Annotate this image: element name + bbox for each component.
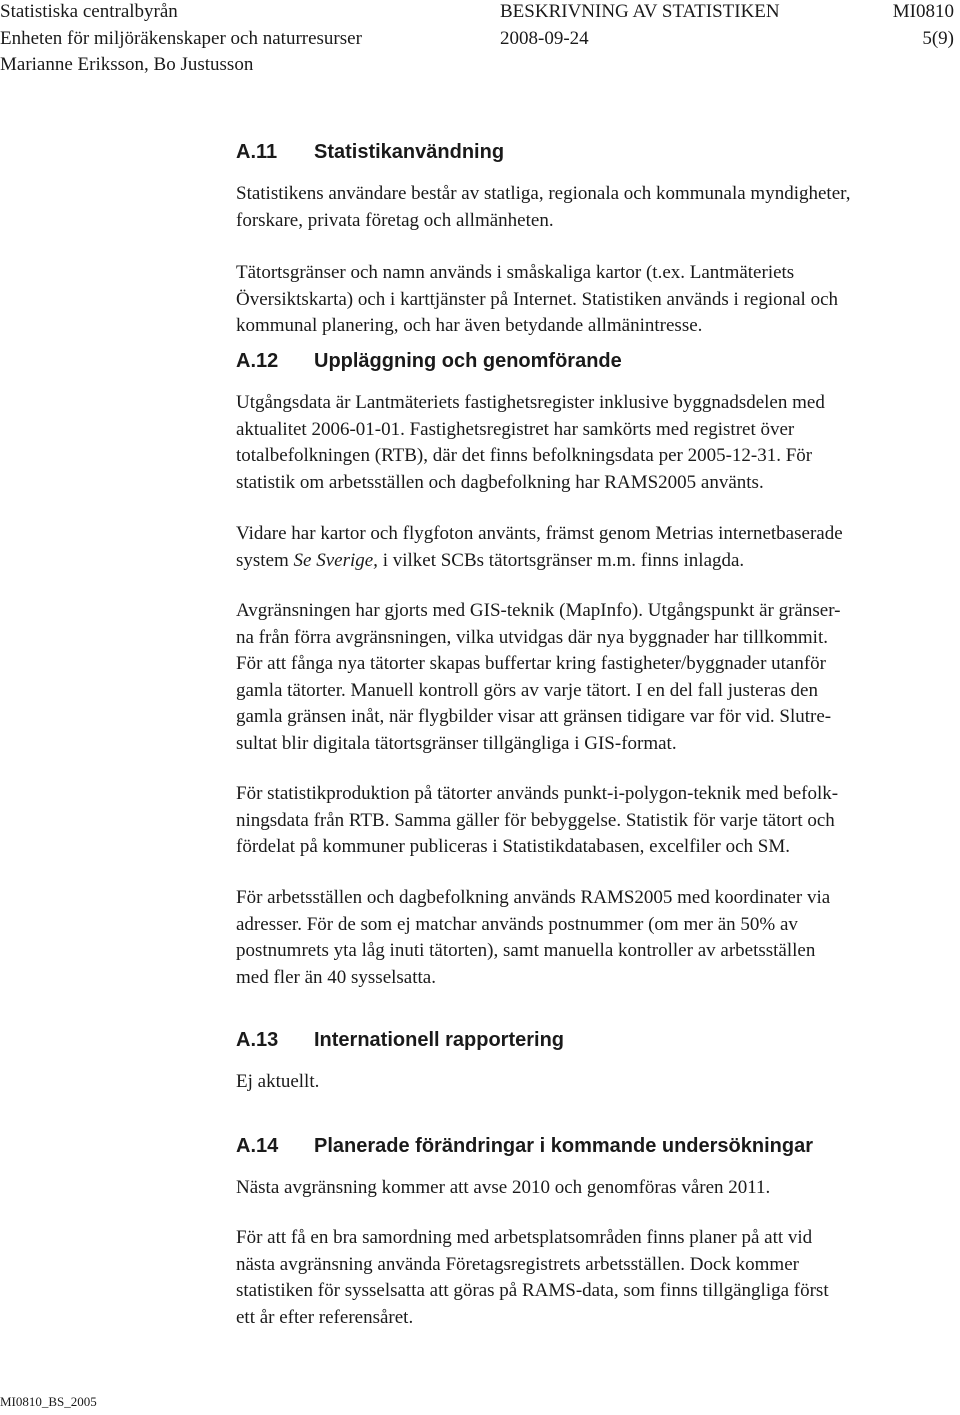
paragraph [236, 885, 926, 991]
header-org: Statistiska centralbyrån [0, 1, 178, 22]
text-line: Avgränsningen har gjorts med GIS-teknik (MapInfo). Utgångspunkt är gränser- [236, 600, 841, 621]
text-line: statistik om arbetsställen och dagbefolkning har RAMS2005 använts. [236, 471, 764, 493]
section-number: A.12 [236, 350, 279, 372]
text-line: gamla tätorter. Manuell kontroll görs av varje tätort. I en del fall justeras den [236, 679, 818, 701]
text-line: Vidare har kartor och flygfoton använts, främst genom Metrias internetbaserade [236, 523, 843, 544]
text-line: Nästa avgränsning kommer att avse 2010 och genomföras våren 2011. [236, 1177, 771, 1198]
text-line: nästa avgränsning använda Företagsregistrets arbetsställen. Dock kommer [236, 1253, 799, 1275]
text-line: För arbetsställen och dagbefolkning används RAMS2005 med koordinater via [236, 887, 831, 908]
header-doc-id: MI0810 [892, 1, 954, 22]
section-title: Statistikanvändning [314, 141, 505, 163]
text-segment: i vilket SCBs tätortsgränser m.m. finns inlagda. [377, 549, 745, 571]
text-line: totalbefolkningen (RTB), där det finns befolkningsdata per 2005-12-31. För [236, 445, 813, 466]
text-line: sultat blir digitala tätortsgränser tillgängliga i GIS-format. [236, 732, 677, 754]
text-line: forskare, privata företag och allmänheten. [236, 209, 554, 231]
emphasis-text: Se Sverige, [293, 549, 378, 571]
text-line: För att få en bra samordning med arbetsplatsområden finns planer på att vid [236, 1227, 813, 1248]
text-line: ningsdata från RTB. Samma gäller för bebyggelse. Statistik för varje tätort och [236, 809, 835, 831]
section-title: Planerade förändringar i kommande undersökningar [314, 1135, 814, 1157]
text-line: För att fånga nya tätorter skapas buffertar kring fastigheter/byggnader utanför [236, 653, 827, 674]
text-line: aktualitet 2006-01-01. Fastighetsregistret har samkörts med registret över [236, 418, 795, 440]
header-authors: Marianne Eriksson, Bo Justusson [0, 54, 254, 75]
paragraph [236, 1175, 926, 1202]
text-line: Utgångsdata är Lantmäteriets fastighetsregister inklusive byggnadsdelen med [236, 392, 825, 413]
text-line: Statistikens användare består av statliga, regionala och kommunala myndigheter, [236, 183, 851, 204]
footer-doc-code: MI0810_BS_2005 [0, 1394, 97, 1409]
text-line: Översiktskarta) och i karttjänster på Internet. Statistiken används i regional och [236, 288, 839, 310]
paragraph [236, 781, 926, 861]
paragraph [236, 260, 926, 340]
text-line: statistiken för sysselsatta att göras på RAMS-data, som finns tillgängliga först [236, 1280, 829, 1301]
section-title: Internationell rapportering [314, 1029, 565, 1051]
text-line: adresser. För de som ej matchar används postnummer (om mer än 50% av [236, 913, 798, 935]
text-segment: system [236, 549, 294, 571]
text-line: med fler än 40 sysselsatta. [236, 966, 436, 988]
paragraph [236, 521, 926, 574]
section-number: A.14 [236, 1135, 279, 1157]
text-line: fördelat på kommuner publiceras i Statistikdatabasen, excelfiler och SM. [236, 836, 790, 857]
paragraph [236, 181, 926, 234]
header-unit: Enheten för miljöräkenskaper och naturresurser [0, 28, 362, 49]
paragraph [236, 1069, 926, 1096]
section-number: A.13 [236, 1029, 279, 1051]
header-doc-type: BESKRIVNING AV STATISTIKEN [500, 1, 780, 22]
paragraph [236, 598, 926, 757]
text-line: Tätortsgränser och namn används i småskaliga kartor (t.ex. Lantmäteriets [236, 262, 795, 283]
text-line: Ej aktuellt. [236, 1071, 320, 1092]
header-date: 2008-09-24 [500, 28, 589, 49]
text-line: gamla gränsen inåt, när flygbilder visar att gränsen tidigare var för vid. Slutre- [236, 706, 832, 727]
text-line: na från förra avgränsningen, vilka utvidgas där nya byggnader har tillkommit. [236, 626, 828, 648]
header-page-number: 5(9) [922, 28, 954, 49]
section-number: A.11 [236, 141, 278, 163]
text-line: För statistikproduktion på tätorter används punkt-i-polygon-teknik med befolk- [236, 783, 839, 804]
text-line: kommunal planering, och har även betydande allmänintresse. [236, 315, 703, 336]
section-title: Uppläggning och genomförande [314, 350, 622, 372]
paragraph [236, 390, 926, 496]
text-line: ett år efter referensåret. [236, 1306, 414, 1328]
paragraph [236, 1225, 926, 1331]
text-line [236, 548, 926, 575]
text-line: postnumrets yta låg inuti tätorten), samt manuella kontroller av arbetsställen [236, 940, 816, 961]
